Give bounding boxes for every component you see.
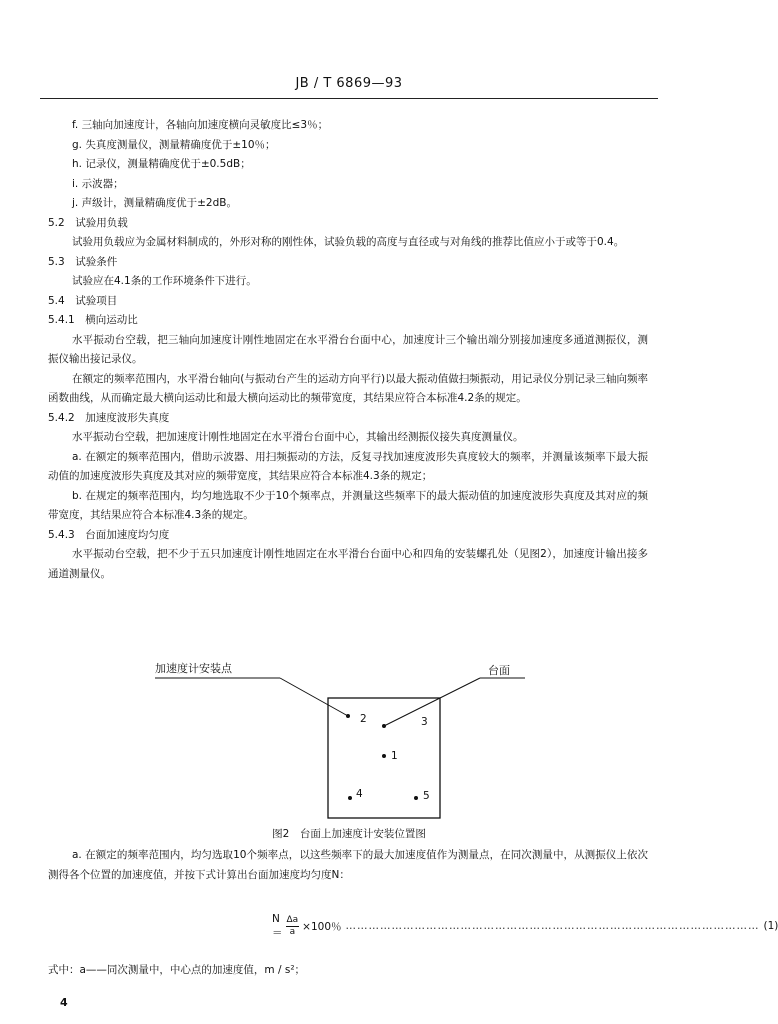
section-5-4-2-para-1: 水平振动台空载，把加速度计刚性地固定在水平滑台台面中心，其输出经测振仪接失真度测量仪。 <box>72 431 524 443</box>
label-mount-points: 加速度计安装点 <box>155 662 232 675</box>
section-5-4-2-item-a: a. 在额定的频率范围内，借助示波器、用扫频振动的方法，反复寻找加速度波形失真度较大的频率，并测量该频率下最大振动值的加速度波形失真度及其对应的频带宽度，其结果应符合本标准4.3条的规定； <box>48 450 648 482</box>
section-5-3-body: 试验应在4.1条的工作环境条件下进行。 <box>72 275 257 287</box>
formula-leader-dots: ……………………………………………………………………………………………… <box>345 920 760 932</box>
formula-lhs: N＝ <box>272 912 283 939</box>
section-5-4-3-item-a-block <box>48 846 648 885</box>
point-label-5: 5 <box>423 790 430 802</box>
section-5-4-2-item-b: b. 在规定的频率范围内，均匀地选取不少于10个频率点，并测量这些频率下的最大振动值的加速度波形失真度及其对应的频带宽度，其结果应符合本标准4.3条的规定。 <box>48 489 648 521</box>
point-label-4: 4 <box>356 788 363 800</box>
figure-caption: 图2 台面上加速度计安装位置图 <box>272 828 426 840</box>
section-5-4-3-heading: 5.4.3 台面加速度均匀度 <box>48 528 170 541</box>
formula-rhs: ×100％ <box>302 920 342 933</box>
list-item-h: h. 记录仪，测量精确度优于±0.5dB； <box>72 158 251 170</box>
section-5-4-heading: 5.4 试验项目 <box>48 294 118 307</box>
section-5-2-heading: 5.2 试验用负载 <box>48 216 128 229</box>
formula-denominator: a <box>289 926 296 937</box>
formula-number: (1) <box>763 920 778 932</box>
list-item-f: f. 三轴向加速度计，各轴向加速度横向灵敏度比≤3％； <box>72 119 329 131</box>
point-label-3: 3 <box>421 716 428 728</box>
figure-2 <box>140 658 560 848</box>
figure-2-drawing <box>140 658 560 828</box>
label-table-surface: 台面 <box>488 664 510 677</box>
section-5-4-2-heading: 5.4.2 加速度波形失真度 <box>48 411 170 424</box>
list-item-j: j. 声级计，测量精确度优于±2dB。 <box>72 197 237 209</box>
point-label-1: 1 <box>391 750 398 762</box>
mount-point-4 <box>348 796 352 800</box>
formula-fraction <box>286 915 300 938</box>
right-leader-line <box>384 678 480 726</box>
section-5-4-1-para-1: 水平振动台空载，把三轴向加速度计刚性地固定在水平滑台台面中心，加速度计三个输出端分别接加速度多通道测振仪，测振仪输出接记录仪。 <box>48 333 648 365</box>
formula-1 <box>272 912 778 940</box>
section-5-3-heading: 5.3 试验条件 <box>48 255 118 268</box>
formula-legend: 式中：a——同次测量中，中心点的加速度值，m / s²； <box>48 964 306 976</box>
document-body <box>48 116 648 584</box>
mount-point-3 <box>382 724 386 728</box>
mount-point-5 <box>414 796 418 800</box>
section-5-4-1-heading: 5.4.1 横向运动比 <box>48 314 138 326</box>
section-5-4-1-para-2: 在额定的频率范围内，水平滑台轴向(与振动台产生的运动方向平行)以最大振动值做扫频振动，用记录仪分别记录三轴向频率函数曲线，从而确定最大横向运动比和最大横向运动比的频带宽度，其结果应符合本标准4.2条的规定。 <box>48 372 648 404</box>
list-item-i: i. 示波器； <box>72 177 124 190</box>
formula-numerator: Δa <box>286 914 299 925</box>
page-number: 4 <box>60 996 68 1009</box>
mount-point-2 <box>346 714 350 718</box>
left-leader-line <box>280 678 348 716</box>
point-label-2: 2 <box>360 713 367 725</box>
document-header <box>40 76 658 99</box>
section-5-4-3-item-a: a. 在额定的频率范围内，均匀选取10个频率点，以这些频率下的最大加速度值作为测量点，在同次测量中，从测振仪上依次测得各个位置的加速度值，并按下式计算出台面加速度均匀度N： <box>48 849 648 881</box>
mount-point-1 <box>382 754 386 758</box>
list-item-g: g. 失真度测量仪，测量精确度优于±10％； <box>72 138 276 151</box>
section-5-4-3-para-1: 水平振动台空载，把不少于五只加速度计刚性地固定在水平滑台台面中心和四角的安装螺孔处（见图2），加速度计输出接多通道测量仪。 <box>48 548 648 580</box>
section-5-2-body: 试验用负载应为金属材料制成的，外形对称的刚性体，试验负载的高度与直径或与对角线的推荐比值应小于或等于0.4。 <box>72 236 625 248</box>
standard-code: JB / T 6869—93 <box>295 76 403 91</box>
